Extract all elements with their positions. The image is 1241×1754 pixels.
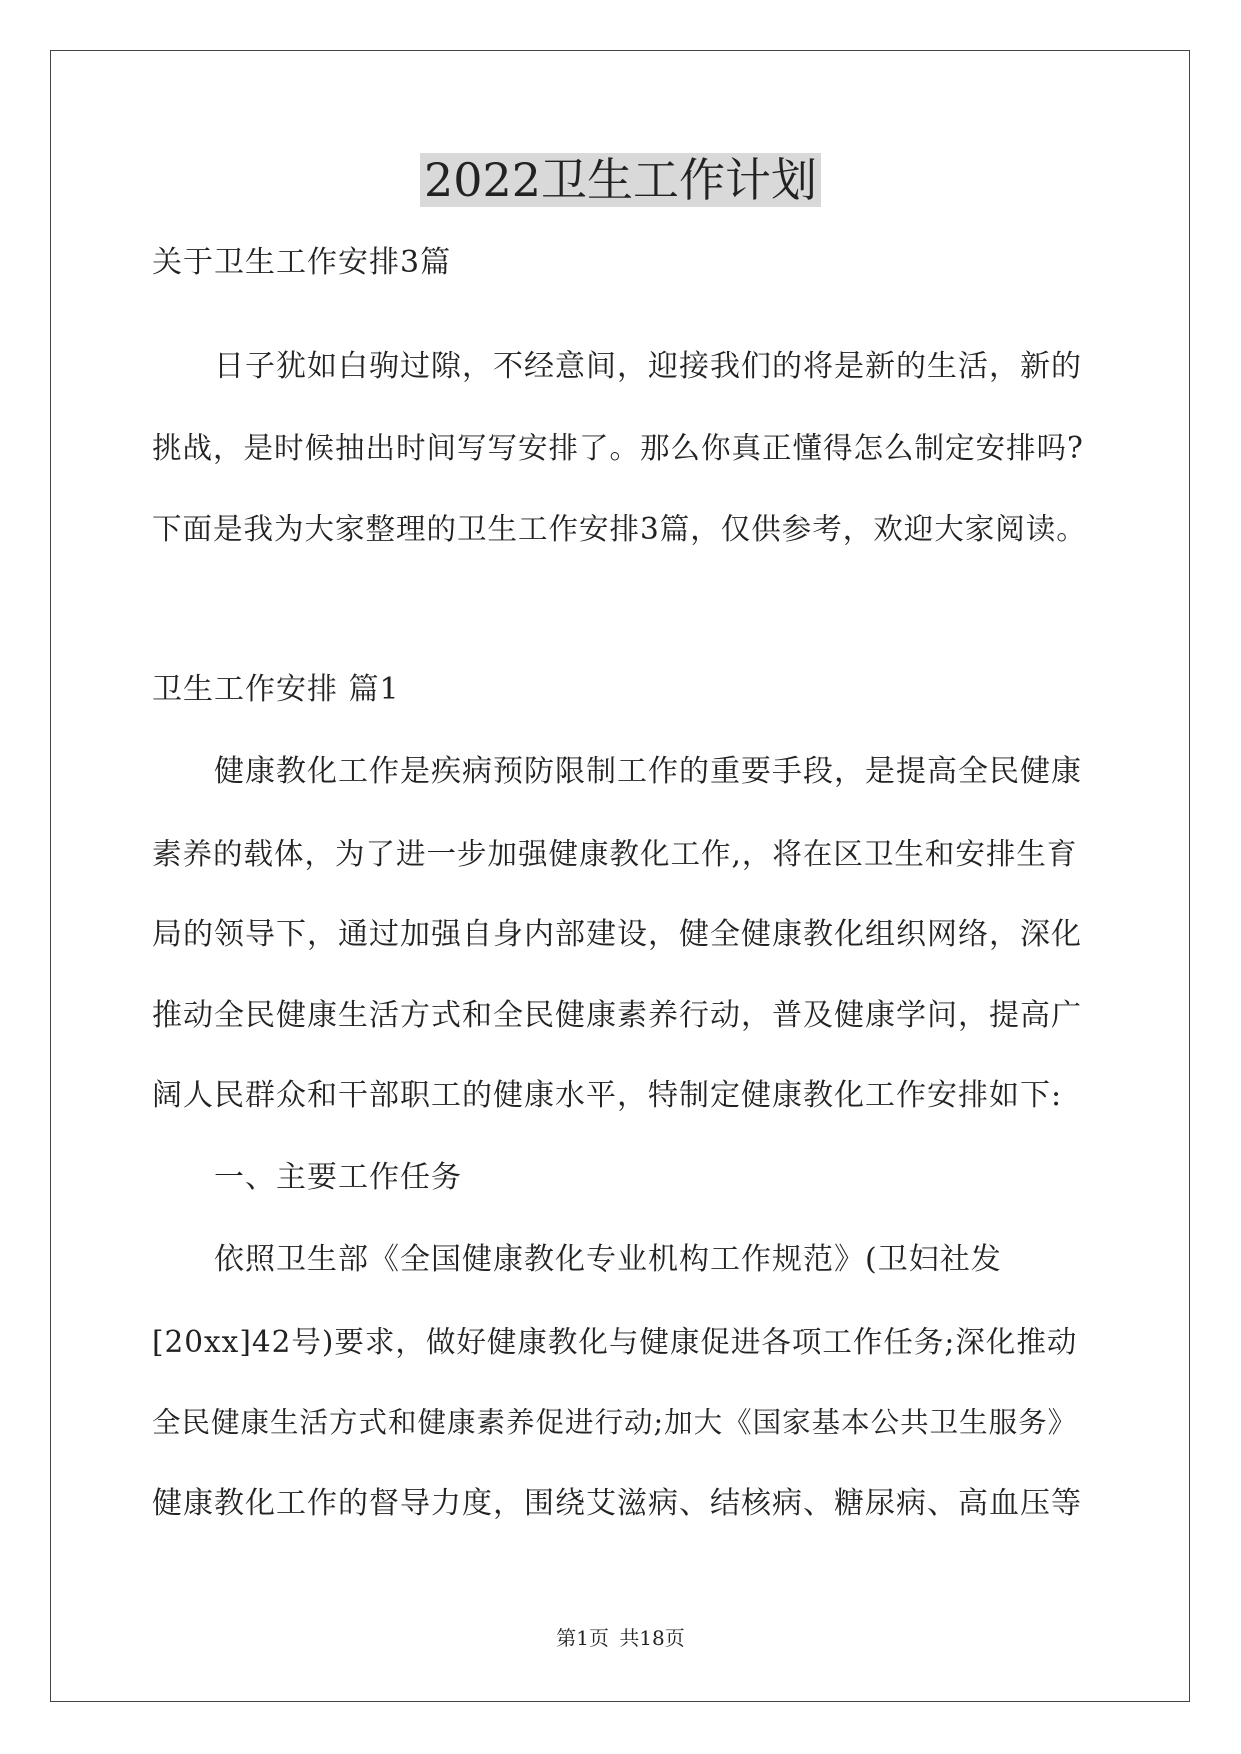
document-title (0, 150, 1241, 210)
body-line: 挑战，是时候抽出时间写写安排了。那么你真正懂得怎么制定安排吗? (152, 431, 1084, 465)
body-line: 下面是我为大家整理的卫生工作安排3篇，仅供参考，欢迎大家阅读。 (152, 512, 1087, 546)
page-number: 第1页 (556, 1626, 609, 1650)
body-line: 健康教化工作的督导力度，围绕艾滋病、结核病、糖尿病、高血压等 (152, 1486, 1082, 1521)
body-line: 局的领导下，通过加强自身内部建设，健全健康教化组织网络，深化 (152, 917, 1082, 952)
page-footer (0, 1624, 1241, 1652)
page-total: 共18页 (619, 1626, 685, 1650)
body-line: 日子犹如白驹过隙，不经意间，迎接我们的将是新的生活，新的 (152, 349, 1082, 384)
body-line: [20xx]42号)要求，做好健康教化与健康促进各项工作任务;深化推动 (152, 1325, 1078, 1359)
subtitle-line: 关于卫生工作安排3篇 (152, 245, 452, 280)
body-line: 阔人民群众和干部职工的健康水平，特制定健康教化工作安排如下: (152, 1078, 1063, 1113)
section-heading: 卫生工作安排 篇1 (152, 672, 400, 707)
body-line: 素养的载体，为了进一步加强健康教化工作,，将在区卫生和安排生育 (152, 837, 1078, 871)
document-title-text: 2022卫生工作计划 (420, 153, 821, 207)
page-border (50, 50, 1190, 1702)
subsection-heading: 一、主要工作任务 (152, 1160, 462, 1195)
body-line: 依照卫生部《全国健康教化专业机构工作规范》(卫妇社发 (152, 1242, 1002, 1277)
body-line: 推动全民健康生活方式和全民健康素养行动，普及健康学问，提高广 (152, 998, 1082, 1033)
body-line: 健康教化工作是疾病预防限制工作的重要手段，是提高全民健康 (152, 754, 1082, 789)
body-line: 全民健康生活方式和健康素养促进行动;加大《国家基本公共卫生服务》 (152, 1406, 1078, 1439)
